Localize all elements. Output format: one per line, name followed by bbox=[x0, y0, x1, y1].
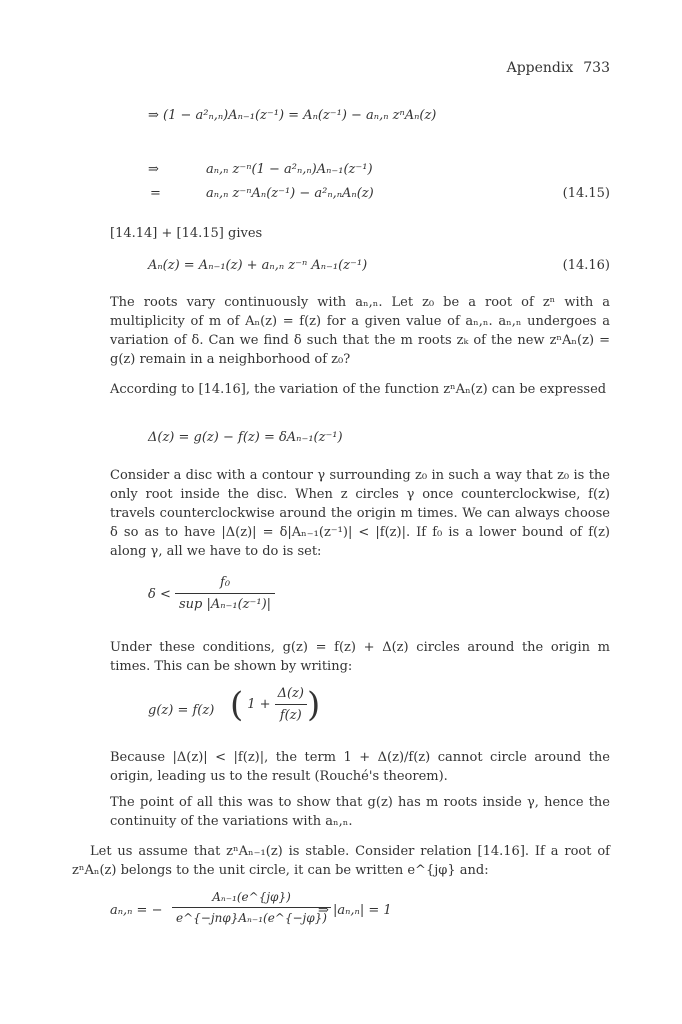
inequality-numerator: f₀ bbox=[220, 575, 231, 590]
rouche-one: 1 + bbox=[247, 697, 271, 712]
equation-14-16: Aₙ(z) = Aₙ₋₁(z) + aₙ,ₙ z⁻ⁿ Aₙ₋₁(z⁻¹) bbox=[148, 258, 368, 273]
fraction-bar bbox=[172, 907, 331, 908]
inequality-fraction bbox=[175, 575, 275, 612]
paragraph-under-conditions: Under these conditions, g(z) = f(z) + Δ(z) circles around the origin m times. This can be shown by writing: bbox=[110, 640, 610, 674]
equation-delta: Δ(z) = g(z) − f(z) = δAₙ₋₁(z⁻¹) bbox=[148, 430, 343, 445]
paragraph-consider-disc: Consider a disc with a contour γ surrounding z₀ in such a way that z₀ is the only root inside the disc. When z circles γ once counterclockwise, f(z) travels counterclockwise around the origin m times. We can always choose δ so as to have |Δ(z)| = δ|Aₙ₋₁(z⁻¹)| < |f(z)|. If f₀ is a lower bound of f(z) along γ, all we have to do is set: bbox=[110, 468, 610, 559]
equation-equals-3: = bbox=[150, 186, 161, 201]
running-header bbox=[507, 60, 610, 76]
paragraph-because: Because |Δ(z)| < |f(z)|, the term 1 + Δ(z)/f(z) cannot circle around the origin, leading us to the result (Rouché's theorem). bbox=[110, 750, 610, 784]
rouche-denominator: f(z) bbox=[279, 708, 302, 723]
paragraph-assume-stable: Let us assume that zⁿAₙ₋₁(z) is stable. Consider relation [14.16]. If a root of zⁿAₙ(z) belongs to the unit circle, it can be written e^{jφ} and: bbox=[72, 844, 610, 878]
final-lhs: aₙ,ₙ = − bbox=[110, 903, 163, 918]
paragraph-according-to: According to [14.16], the variation of the function zⁿAₙ(z) can be expressed bbox=[110, 382, 607, 397]
page-number: 733 bbox=[583, 60, 610, 76]
fraction-bar bbox=[275, 704, 307, 705]
header-title: Appendix bbox=[506, 60, 574, 76]
inequality-denominator: sup |Aₙ₋₁(z⁻¹)| bbox=[179, 597, 272, 612]
final-denominator: e^{−jnφ}Aₙ₋₁(e^{−jφ}) bbox=[176, 911, 327, 925]
final-numerator: Aₙ₋₁(e^{jφ}) bbox=[212, 890, 291, 904]
right-paren: ) bbox=[306, 684, 321, 725]
rouche-factor bbox=[230, 686, 320, 723]
left-paren: ( bbox=[230, 684, 244, 725]
equation-number-14-16: (14.16) bbox=[562, 258, 610, 273]
equation-implication-1: ⇒ (1 − a²ₙ,ₙ)Aₙ₋₁(z⁻¹) = Aₙ(z⁻¹) − aₙ,ₙ zⁿAₙ(z) bbox=[148, 108, 437, 123]
equation-2: aₙ,ₙ z⁻ⁿ(1 − a²ₙ,ₙ)Aₙ₋₁(z⁻¹) bbox=[206, 162, 373, 177]
rouche-numerator: Δ(z) bbox=[277, 686, 304, 701]
inequality-lhs: δ < bbox=[148, 587, 171, 602]
paragraph-roots-vary: The roots vary continuously with aₙ,ₙ. Let z₀ be a root of zⁿ with a multiplicity of m of Aₙ(z) = f(z) for a given value of aₙ,ₙ. aₙ,ₙ undergoes a variation of δ. Can we find δ such that the m roots zₖ of the new zⁿAₙ(z) = g(z) remain in a neighborhood of z₀? bbox=[110, 295, 610, 367]
rouche-lhs: g(z) = f(z) bbox=[148, 703, 215, 718]
equation-number-14-15: (14.15) bbox=[562, 186, 610, 201]
equation-14-15: aₙ,ₙ z⁻ⁿAₙ(z⁻¹) − a²ₙ,ₙAₙ(z) bbox=[206, 186, 374, 201]
paragraph-point: The point of all this was to show that g(z) has m roots inside γ, hence the continuity of the variations with aₙ,ₙ. bbox=[110, 795, 610, 829]
rouche-fraction bbox=[275, 686, 307, 723]
fraction-bar bbox=[175, 593, 275, 594]
equation-arrow-2: ⇒ bbox=[148, 162, 159, 177]
final-fraction bbox=[172, 890, 331, 925]
paragraph-combine: [14.14] + [14.15] gives bbox=[110, 226, 263, 241]
final-rhs: ⇒ |aₙ,ₙ| = 1 bbox=[318, 903, 392, 918]
